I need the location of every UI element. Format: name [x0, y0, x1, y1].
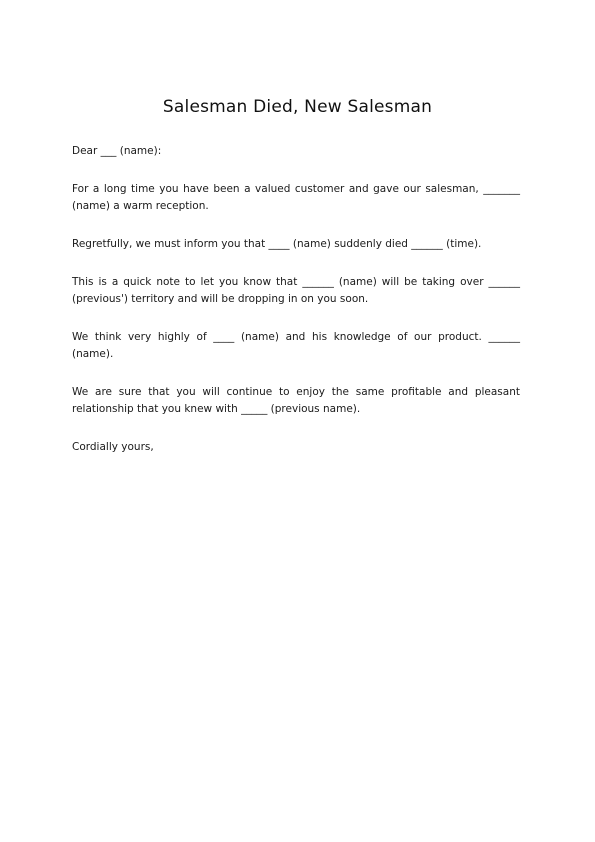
paragraph-regret: Regretfully, we must inform you that ____ (name) suddenly died ______ (time).: [72, 238, 482, 250]
paragraph-relationship: We are sure that you will continue to enjoy the same profitable and pleasant relationship that you knew with _____ (previous name).: [72, 386, 520, 415]
document-title: Salesman Died, New Salesman: [162, 97, 433, 117]
paragraph-knowledge: We think very highly of ____ (name) and his knowledge of our product. ______ (name).: [72, 331, 520, 360]
closing: Cordially yours,: [72, 441, 154, 453]
paragraph-new-salesman: This is a quick note to let you know that ______ (name) will be taking over ______ (previous') territory and will be dropping in on you soon.: [72, 276, 520, 305]
salutation: Dear ___ (name):: [72, 145, 162, 157]
letter-body: [72, 143, 520, 477]
paragraph-customer: For a long time you have been a valued customer and gave our salesman, _______ (name) a warm reception.: [72, 183, 520, 212]
